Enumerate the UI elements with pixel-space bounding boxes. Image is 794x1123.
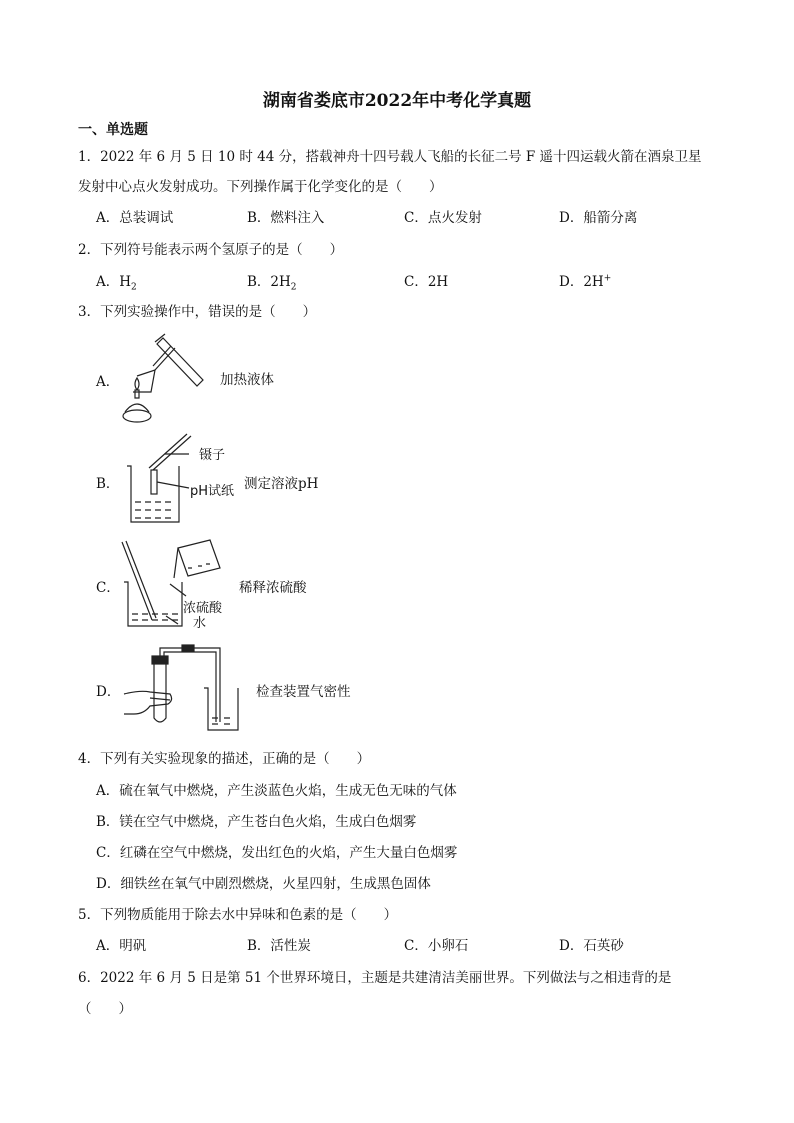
q3-option-b-caption: 测定溶液pH [244, 476, 319, 492]
q1-option-d: D．船箭分离 [559, 210, 638, 226]
question-2-stem: 2．下列符号能表示两个氢原子的是（ ） [78, 242, 344, 258]
q4-option-b: B．镁在空气中燃烧，产生苍白色火焰，生成白色烟雾 [96, 814, 417, 830]
question-1-line-2: 发射中心点火发射成功。下列操作属于化学变化的是（ ） [78, 179, 443, 195]
q3-option-b-letter: B． [96, 476, 120, 492]
q1-option-c: C．点火发射 [404, 210, 482, 226]
ph-paper-label: pH试纸 [190, 484, 235, 499]
tweezers-label: 镊子 [199, 448, 226, 463]
conc-acid-label: 浓硫酸 [183, 601, 223, 616]
question-4-stem: 4．下列有关实验现象的描述，正确的是（ ） [78, 751, 371, 767]
q3-option-d-caption: 检查装置气密性 [256, 684, 351, 700]
question-5-stem: 5．下列物质能用于除去水中异味和色素的是（ ） [78, 907, 398, 923]
q3-option-c-caption: 稀释浓硫酸 [239, 580, 307, 596]
water-label: 水 [193, 616, 207, 631]
q4-option-a: A．硫在氧气中燃烧，产生淡蓝色火焰，生成无色无味的气体 [96, 783, 457, 799]
q1-option-a: A．总装调试 [96, 210, 174, 226]
q1-option-b: B．燃料注入 [247, 210, 325, 226]
q4-option-c: C．红磷在空气中燃烧，发出红色的火焰，产生大量白色烟雾 [96, 845, 458, 861]
dilute-acid-figure [118, 538, 238, 634]
section-heading: 一、单选题 [78, 122, 148, 138]
q2-option-c: C．2H [404, 274, 449, 290]
q2-option-a: A．$H_2$ [96, 274, 137, 293]
q2-option-d: D．2H+ [559, 273, 612, 290]
question-1-line-1: 1．2022 年 6 月 5 日 10 时 44 分，搭载神舟十四号载人飞船的长征二号 F 遥十四运载火箭在酒泉卫星 [78, 149, 702, 165]
page-title: 湖南省娄底市2022年中考化学真题 [262, 91, 532, 111]
q5-option-a: A．明矾 [96, 938, 147, 954]
airtightness-figure [120, 642, 250, 734]
q3-option-d-letter: D． [96, 684, 121, 700]
q3-option-c-letter: C． [96, 580, 120, 596]
q2-option-b: B．$2H_2$ [247, 274, 297, 293]
heating-liquid-figure [115, 330, 215, 425]
q5-option-d: D．石英砂 [559, 938, 624, 954]
question-3-stem: 3．下列实验操作中，错误的是（ ） [78, 304, 317, 320]
question-6-line-2: （ ） [78, 1001, 132, 1017]
question-6-line-1: 6．2022 年 6 月 5 日是第 51 个世界环境日，主题是共建清洁美丽世界。下列做法与之相违背的是 [78, 970, 672, 986]
q3-option-a-caption: 加热液体 [220, 372, 274, 388]
q3-option-a-letter: A． [96, 374, 120, 390]
q5-option-c: C．小卵石 [404, 938, 469, 954]
q4-option-d: D．细铁丝在氧气中剧烈燃烧，火星四射，生成黑色固体 [96, 876, 431, 892]
q5-option-b: B．活性炭 [247, 938, 311, 954]
